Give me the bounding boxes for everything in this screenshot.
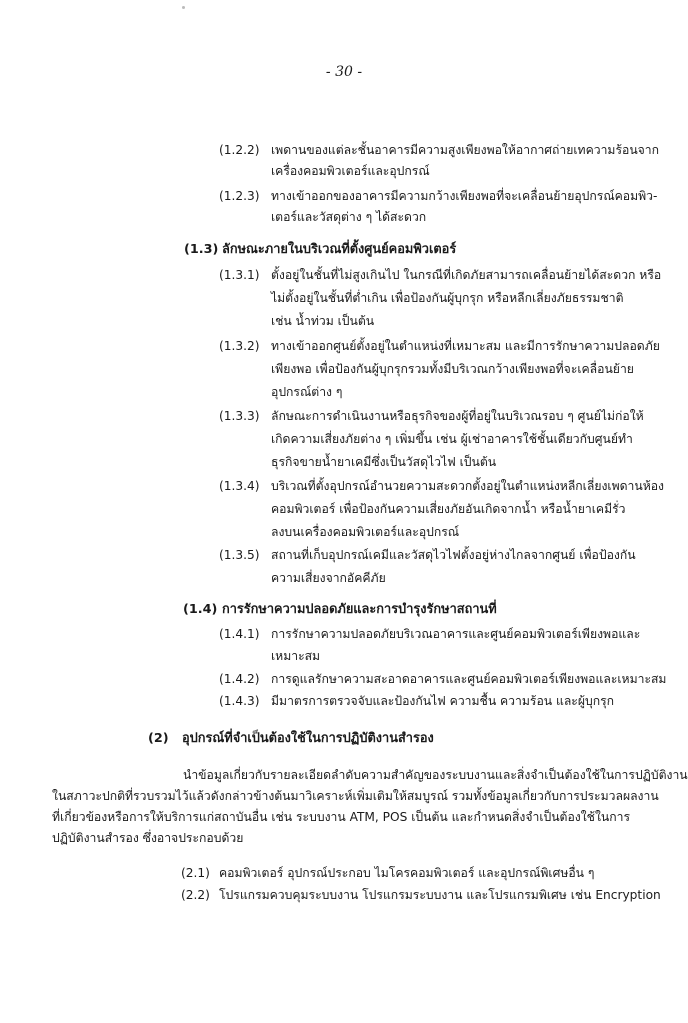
item-text-line: ไม่ตั้งอยู่ในชั้นที่ต่ำเกิน เพื่อป้องกันผู้บุกรุก หรือหลีกเลี่ยงภัยธรรมชาติ [271, 291, 624, 305]
item-text-line: การรักษาความปลอดภัยบริเวณอาคารและศูนย์คอมพิวเตอร์เพียงพอและ [271, 627, 641, 641]
item-number: (1.3.1) [219, 268, 260, 282]
section-number: (1.3) [184, 242, 219, 257]
item-text-line: การดูแลรักษาความสะอาดอาคารและศูนย์คอมพิวเตอร์เพียงพอและเหมาะสม [271, 672, 667, 686]
item-number: (1.3.3) [219, 409, 260, 423]
item-text-line: เพียงพอ เพื่อป้องกันผู้บุกรุกรวมทั้งมีบริเวณกว้างเพียงพอที่จะเคลื่อนย้าย [271, 362, 634, 376]
item-number: (1.4.3) [219, 694, 260, 708]
item-number: (1.2.3) [219, 189, 260, 203]
item-number: (1.3.2) [219, 339, 260, 353]
item-text-line: เครื่องคอมพิวเตอร์และอุปกรณ์ [271, 164, 430, 178]
item-text-line: เกิดความเสี่ยงภัยต่าง ๆ เพิ่มขึ้น เช่น ผู้เช่าอาคารใช้ชั้นเดียวกับศูนย์ทำ [271, 432, 633, 446]
item-number: (1.3.4) [219, 479, 260, 493]
subitem-number: (2.1) [181, 866, 210, 880]
item-text-line: ลงบนเครื่องคอมพิวเตอร์และอุปกรณ์ [271, 525, 460, 539]
item-number: (1.4.1) [219, 627, 260, 641]
item-text-line: มีมาตรการตรวจจับและป้องกันไฟ ความชื้น ความร้อน และผู้บุกรุก [271, 694, 615, 708]
section-heading: การรักษาความปลอดภัยและการบำรุงรักษาสถานที่ [222, 602, 497, 617]
paragraph-line: ปฏิบัติงานสำรอง ซึ่งอาจประกอบด้วย [52, 831, 244, 845]
item-number: (1.2.2) [219, 143, 260, 157]
scan-speck [182, 6, 185, 9]
item-text-line: บริเวณที่ตั้งอุปกรณ์อำนวยความสะดวกตั้งอยู่ในตำแหน่งหลีกเลี่ยงเพดานห้อง [271, 479, 664, 493]
item-text-line: คอมพิวเตอร์ เพื่อป้องกันความเสี่ยงภัยอันเกิดจากน้ำ หรือน้ำยาเคมีรั่ว [271, 502, 626, 516]
item-text-line: สถานที่เก็บอุปกรณ์เคมีและวัสดุไวไฟตั้งอยู่ห่างไกลจากศูนย์ เพื่อป้องกัน [271, 548, 636, 562]
subitem-number: (2.2) [181, 888, 210, 902]
section-number: (1.4) [183, 602, 218, 617]
paragraph-line: นำข้อมูลเกี่ยวกับรายละเอียดลำดับความสำคัญของระบบงานและสิ่งจำเป็นต้องใช้ในการปฏิบัติงาน [183, 768, 688, 782]
paragraph-line: ในสภาวะปกติที่รวบรวมไว้แล้วดังกล่าวข้างต้นมาวิเคราะห์เพิ่มเติมให้สมบูรณ์ รวมทั้งข้อมูลเกี่ยวกับการประมวลผลงาน [52, 789, 659, 803]
subitem-text: คอมพิวเตอร์ อุปกรณ์ประกอบ ไมโครคอมพิวเตอร์ และอุปกรณ์พิเศษอื่น ๆ [219, 866, 595, 880]
item-text-line: อุปกรณ์ต่าง ๆ [271, 385, 343, 399]
item-number: (1.3.5) [219, 548, 260, 562]
item-text-line: ตั้งอยู่ในชั้นที่ไม่สูงเกินไป ในกรณีที่เกิดภัยสามารถเคลื่อนย้ายได้สะดวก หรือ [271, 268, 662, 282]
item-number: (1.4.2) [219, 672, 260, 686]
item-text-line: ความเสี่ยงจากอัคคีภัย [271, 571, 386, 585]
section-number: (2) [148, 731, 169, 746]
item-text-line: เหมาะสม [271, 649, 321, 663]
item-text-line: เพดานของแต่ละชั้นอาคารมีความสูงเพียงพอให้อากาศถ่ายเทความร้อนจาก [271, 143, 660, 157]
item-text-line: ทางเข้าออกของอาคารมีความกว้างเพียงพอที่จะเคลื่อนย้ายอุปกรณ์คอมพิว- [271, 189, 658, 203]
section-heading: ลักษณะภายในบริเวณที่ตั้งศูนย์คอมพิวเตอร์ [222, 242, 457, 257]
subitem-text: โปรแกรมควบคุมระบบงาน โปรแกรมระบบงาน และโปรแกรมพิเศษ เช่น Encryption [219, 888, 661, 902]
page-number: - 30 - [325, 64, 363, 80]
section-heading: อุปกรณ์ที่จำเป็นต้องใช้ในการปฏิบัติงานสำรอง [182, 731, 434, 746]
item-text-line: เตอร์และวัสดุต่าง ๆ ได้สะดวก [271, 210, 427, 224]
item-text-line: ลักษณะการดำเนินงานหรือธุรกิจของผู้ที่อยู่ในบริเวณรอบ ๆ ศูนย์ไม่ก่อให้ [271, 409, 644, 423]
item-text-line: ทางเข้าออกศูนย์ตั้งอยู่ในตำแหน่งที่เหมาะสม และมีการรักษาความปลอดภัย [271, 339, 660, 353]
item-text-line: ธุรกิจขายน้ำยาเคมีซึ่งเป็นวัสดุไวไฟ เป็นต้น [271, 455, 497, 469]
paragraph-line: ที่เกี่ยวข้องหรือการให้บริการแก่สถาบันอื่น เช่น ระบบงาน ATM, POS เป็นต้น และกำหนดสิ่งจำเป็นต้องใช้ในการ [52, 810, 631, 824]
item-text-line: เช่น น้ำท่วม เป็นต้น [271, 314, 375, 328]
